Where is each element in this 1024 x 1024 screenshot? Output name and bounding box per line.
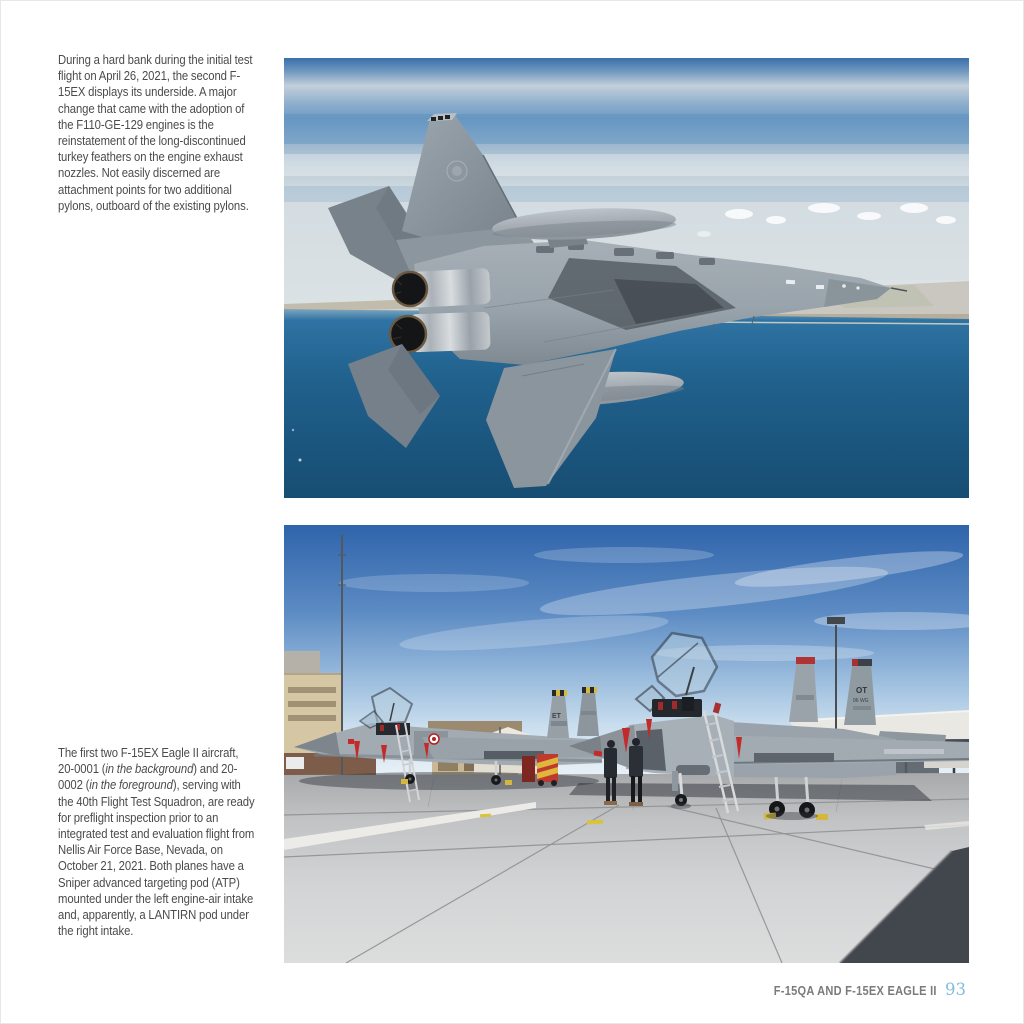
page-number: 93 — [945, 980, 966, 999]
photo2-caption: The first two F-15EX Eagle II aircraft, 20-0001 (in the background) and 20-0002 (in the foreground), serving with the 40th Flight Test Squadron, are ready for preflight inspection prior to an integrated test and evaluation flight from Nellis Air Force Base, Nevada, on October 21, 2021. Both planes have a Sniper advanced targeting pod (ATP) mounted under the left engine-air intake and, apparently, a LANTIRN pod under the right intake. — [58, 745, 255, 939]
photo1-f15ex-underside — [284, 58, 969, 498]
chapter-title: F-15QA AND F-15EX EAGLE II — [773, 983, 937, 998]
ground-cart — [522, 754, 558, 786]
concrete-ramp — [284, 773, 969, 963]
photo1-caption: During a hard bank during the initial test flight on April 26, 2021, the second F-15EX displays its underside. A major change that came with the adoption of the F110-GE-129 engines is the reinstatement of the long-discontinued turkey feathers on the engine exhaust nozzles. Not easily discerned are attachment points for two additional pylons, outboard of the existing pylons. — [58, 52, 253, 213]
page-footer — [745, 980, 966, 1000]
tail-code-et: ET — [552, 713, 561, 720]
photo2-f15ex-ramp — [284, 525, 969, 963]
photo2-illustration — [284, 525, 969, 963]
photo1-illustration — [284, 58, 969, 498]
tail-code-ot: OT — [856, 686, 868, 695]
tail-code-ot-sub: 96 WG — [853, 698, 869, 704]
